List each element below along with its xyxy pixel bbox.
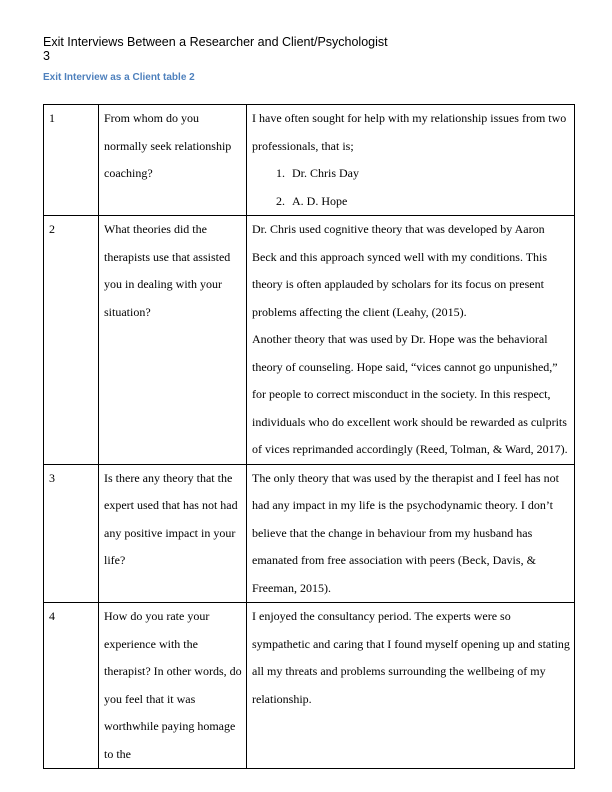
table-row xyxy=(44,464,575,603)
list-item: 2. A. D. Hope xyxy=(288,188,570,216)
interview-table xyxy=(43,104,575,769)
question-cell: What theories did the therapists use that assisted you in dealing with your situation? xyxy=(99,216,247,465)
list-item: 1. Dr. Chris Day xyxy=(288,160,570,188)
answer-cell xyxy=(247,216,575,465)
header-title: Exit Interviews Between a Researcher and Client/Psychologist xyxy=(43,35,388,49)
table-row xyxy=(44,603,575,769)
page-header xyxy=(43,35,388,63)
answer-paragraph: I have often sought for help with my relationship issues from two professionals, that is; xyxy=(252,111,567,153)
answer-paragraph: Another theory that was used by Dr. Hope was the behavioral theory of counseling. Hope said, “vices cannot go unpunished,” for people to correct misconduct in the society. In this respect, individuals who do excellent work should be rewarded as culprits of vices reprimanded accordingly (Reed, Tolman, & Ward, 2017). xyxy=(252,332,568,456)
table-caption: Exit Interview as a Client table 2 xyxy=(43,72,195,83)
answer-paragraph: Dr. Chris used cognitive theory that was developed by Aaron Beck and this approach synced well with my conditions. This theory is often applauded by scholars for its focus on present problems affecting the client (Leahy, (2015). xyxy=(252,222,548,319)
row-number: 1 xyxy=(44,105,99,216)
professionals-list xyxy=(252,160,570,215)
answer-cell xyxy=(247,464,575,603)
answer-paragraph: I enjoyed the consultancy period. The experts were so sympathetic and caring that I found myself opening up and stating all my threats and problems surrounding the wellbeing of my relationship. xyxy=(252,609,570,706)
answer-cell xyxy=(247,105,575,216)
page-number: 3 xyxy=(43,49,50,63)
question-cell: How do you rate your experience with the therapist? In other words, do you feel that it was worthwhile paying homage to the xyxy=(99,603,247,769)
question-cell: Is there any theory that the expert used that has not had any positive impact in your life? xyxy=(99,464,247,603)
row-number: 3 xyxy=(44,464,99,603)
table-row xyxy=(44,105,575,216)
answer-paragraph: The only theory that was used by the therapist and I feel has not had any impact in my life is the psychodynamic theory. I don’t believe that the change in behaviour from my husband has emanated from free association with peers (Beck, Davis, & Freeman, 2015). xyxy=(252,470,559,595)
table-row xyxy=(44,216,575,465)
row-number: 2 xyxy=(44,216,99,465)
row-number: 4 xyxy=(44,603,99,769)
answer-cell xyxy=(247,603,575,769)
question-cell: From whom do you normally seek relationship coaching? xyxy=(99,105,247,216)
